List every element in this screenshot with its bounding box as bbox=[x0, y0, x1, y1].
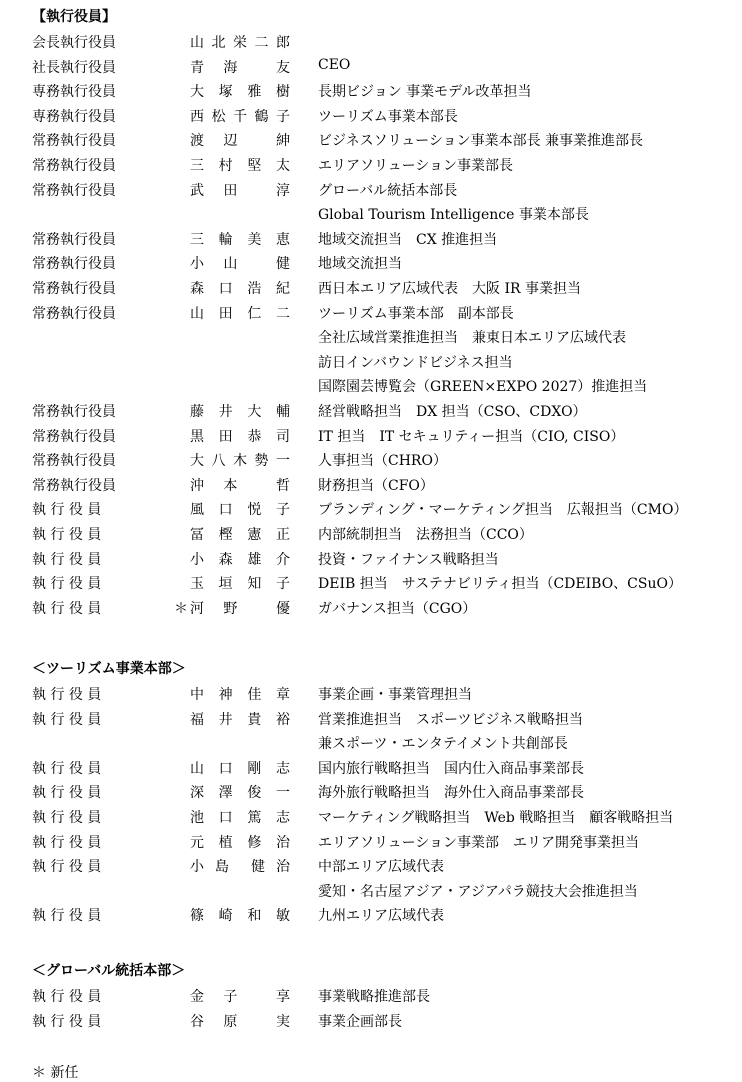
officer-name-char: 二 bbox=[254, 35, 269, 51]
officer-name bbox=[190, 856, 290, 876]
officer-name-char: 裕 bbox=[275, 712, 290, 728]
officer-name-char: 元 bbox=[190, 835, 204, 851]
officer-name bbox=[190, 709, 290, 729]
officer-name-char: 田 bbox=[218, 306, 233, 322]
officer-name-char: 剛 bbox=[247, 761, 262, 777]
officer-title: 執 行 役 員 bbox=[32, 527, 102, 543]
officer-title: 執 行 役 員 bbox=[32, 601, 102, 617]
officer-name-char: 子 bbox=[276, 109, 290, 125]
officer-name-char: 知 bbox=[247, 576, 262, 592]
officer-name-char: 友 bbox=[275, 60, 290, 76]
officer-row bbox=[0, 684, 742, 709]
section-heading: 【執行役員】 bbox=[32, 9, 116, 25]
officer-name-char: 司 bbox=[275, 429, 290, 445]
officer-name-char: 山 bbox=[190, 761, 204, 777]
officer-name-char: 島 bbox=[215, 859, 229, 875]
officer-name bbox=[190, 475, 290, 495]
officer-name-char: 井 bbox=[218, 404, 233, 420]
officer-name-char: 俊 bbox=[247, 785, 262, 801]
officer-name-char: 山 bbox=[190, 306, 204, 322]
officer-name-char: 谷 bbox=[190, 1014, 204, 1030]
officer-name-char: 勢 bbox=[254, 453, 269, 469]
officer-name-char: 恵 bbox=[275, 232, 290, 248]
officer-name-char: 郎 bbox=[276, 35, 290, 51]
officer-name-char: 志 bbox=[275, 810, 290, 826]
officer-name-char: 渡 bbox=[190, 133, 204, 149]
officer-responsibility: 兼スポーツ・エンタテイメント共創部長 bbox=[318, 736, 568, 752]
officer-name-char: 堅 bbox=[247, 158, 262, 174]
officer-row bbox=[0, 450, 742, 475]
officer-row bbox=[0, 549, 742, 574]
officer-name-char: 一 bbox=[275, 785, 290, 801]
officer-name-char: 森 bbox=[190, 281, 204, 297]
officer-row bbox=[0, 832, 742, 857]
officer-name-char: 黒 bbox=[190, 429, 204, 445]
officer-row bbox=[0, 57, 742, 82]
officer-name-char: 本 bbox=[223, 478, 238, 494]
officer-responsibility: 九州エリア広域代表 bbox=[318, 908, 444, 924]
officer-responsibility: 事業企画・事業管理担当 bbox=[318, 687, 472, 703]
officer-name-char: 西 bbox=[190, 109, 204, 125]
officer-name-char: 雄 bbox=[247, 552, 262, 568]
officer-name bbox=[190, 573, 290, 593]
officer-name bbox=[190, 401, 290, 421]
officer-name-char: 子 bbox=[223, 989, 238, 1005]
officer-name-char: 子 bbox=[275, 502, 290, 518]
officer-name-char: 淳 bbox=[275, 183, 290, 199]
officer-name-char: 篤 bbox=[247, 810, 262, 826]
officer-name bbox=[190, 303, 290, 323]
officer-name-char: 一 bbox=[276, 453, 290, 469]
officer-name bbox=[190, 450, 290, 470]
officer-name-char: 介 bbox=[275, 552, 290, 568]
officer-title: 常務執行役員 bbox=[32, 478, 116, 494]
officer-row-continuation bbox=[0, 327, 742, 352]
officer-name-char: 海 bbox=[223, 60, 238, 76]
officer-name-char: 実 bbox=[275, 1014, 290, 1030]
officer-name-char: 藤 bbox=[190, 404, 204, 420]
officer-responsibility: 経営戦略担当 DX 担当（CSO、CDXO） bbox=[318, 404, 587, 420]
officer-title: 常務執行役員 bbox=[32, 306, 116, 322]
officer-title: 執 行 役 員 bbox=[32, 761, 102, 777]
officer-name-char: 正 bbox=[275, 527, 290, 543]
officer-name bbox=[190, 229, 290, 249]
officer-row bbox=[0, 130, 742, 155]
officer-name-char: 哲 bbox=[275, 478, 290, 494]
officer-name-char: 紀 bbox=[275, 281, 290, 297]
officer-name-char: 深 bbox=[190, 785, 204, 801]
officer-title: 執 行 役 員 bbox=[32, 810, 102, 826]
officer-title: 会長執行役員 bbox=[32, 35, 116, 51]
officer-name-char: 塚 bbox=[218, 84, 233, 100]
officer-title: 常務執行役員 bbox=[32, 453, 116, 469]
officer-row-continuation bbox=[0, 376, 742, 401]
officer-name-char: 樫 bbox=[218, 527, 233, 543]
officer-row bbox=[0, 180, 742, 205]
officer-title: 執 行 役 員 bbox=[32, 835, 102, 851]
officer-responsibility: 訪日インバウンドビジネス担当 bbox=[318, 355, 513, 371]
officer-name bbox=[190, 549, 290, 569]
officer-name-char: 山 bbox=[223, 256, 238, 272]
officer-name-char: 輪 bbox=[218, 232, 233, 248]
officer-responsibility: Global Tourism Intelligence 事業本部長 bbox=[318, 207, 589, 223]
officer-row bbox=[0, 499, 742, 524]
officer-responsibility: 内部統制担当 法務担当（CCO） bbox=[318, 527, 533, 543]
officer-name-char: 三 bbox=[190, 232, 204, 248]
officer-responsibility: 全社広域営業推進担当 兼東日本エリア広域代表 bbox=[318, 330, 626, 346]
officer-row bbox=[0, 986, 742, 1011]
officer-responsibility: 人事担当（CHRO） bbox=[318, 453, 447, 469]
officer-name-char: 三 bbox=[190, 158, 204, 174]
officer-name-char: 敏 bbox=[275, 908, 290, 924]
officer-name-char: 神 bbox=[218, 687, 233, 703]
officer-row bbox=[0, 81, 742, 106]
officer-name-char: 玉 bbox=[190, 576, 204, 592]
officer-name bbox=[190, 81, 290, 101]
officer-name-char: 青 bbox=[190, 60, 204, 76]
officer-responsibility: グローバル統括本部長 bbox=[318, 183, 458, 199]
officer-row bbox=[0, 573, 742, 598]
officer-name-char: 福 bbox=[190, 712, 204, 728]
officer-responsibility: ブランディング・マーケティング担当 広報担当（CMO） bbox=[318, 502, 688, 518]
officer-row bbox=[0, 106, 742, 131]
officer-name bbox=[190, 499, 290, 519]
officer-responsibility: 西日本エリア広域代表 大阪 IR 事業担当 bbox=[318, 281, 581, 297]
officer-name-char: 紳 bbox=[275, 133, 290, 149]
officer-responsibility: ツーリズム事業本部 副本部長 bbox=[318, 306, 514, 322]
section-heading: ＜ツーリズム事業本部＞ bbox=[32, 661, 186, 677]
officer-title: 専務執行役員 bbox=[32, 84, 116, 100]
officer-name-char: 章 bbox=[275, 687, 290, 703]
officer-row-continuation bbox=[0, 204, 742, 229]
officer-row bbox=[0, 709, 742, 734]
officer-row bbox=[0, 229, 742, 254]
officer-title: 社長執行役員 bbox=[32, 60, 116, 76]
officer-row bbox=[0, 401, 742, 426]
officer-name-char: 太 bbox=[275, 158, 290, 174]
officer-name-char: 澤 bbox=[218, 785, 233, 801]
officer-name-char: 修 bbox=[247, 835, 262, 851]
officer-name-char: 篠 bbox=[190, 908, 204, 924]
officer-name-char: 小 bbox=[190, 552, 204, 568]
officer-name-char: 金 bbox=[190, 989, 204, 1005]
officer-name bbox=[190, 253, 290, 273]
officer-name-char: 小 bbox=[190, 256, 204, 272]
officer-name bbox=[190, 1011, 290, 1031]
officer-responsibility: ビジネスソリューション事業本部長 兼事業推進部長 bbox=[318, 133, 644, 149]
officer-name-char: 口 bbox=[218, 761, 233, 777]
officer-name-char: 雅 bbox=[247, 84, 262, 100]
officer-name-char: 栄 bbox=[233, 35, 247, 51]
officer-name-char: 池 bbox=[190, 810, 204, 826]
officer-responsibility: 中部エリア広域代表 bbox=[318, 859, 444, 875]
officer-row bbox=[0, 598, 742, 623]
officer-name-char: 健 bbox=[251, 859, 265, 875]
officer-name bbox=[190, 986, 290, 1006]
officer-name-char: 木 bbox=[233, 453, 247, 469]
officer-row bbox=[0, 782, 742, 807]
officer-title: 常務執行役員 bbox=[32, 281, 116, 297]
officer-name-char: 仁 bbox=[247, 306, 262, 322]
officer-row bbox=[0, 32, 742, 57]
officer-name bbox=[190, 684, 290, 704]
officer-row bbox=[0, 303, 742, 328]
officer-responsibility: ガバナンス担当（CGO） bbox=[318, 601, 477, 617]
officer-name bbox=[190, 426, 290, 446]
officer-title: 常務執行役員 bbox=[32, 183, 116, 199]
officer-name-char: 村 bbox=[218, 158, 233, 174]
officer-row bbox=[0, 524, 742, 549]
officer-name-char: 八 bbox=[211, 453, 226, 469]
officer-responsibility: 国際園芸博覧会（GREEN×EXPO 2027）推進担当 bbox=[318, 379, 648, 395]
officer-name-char: 健 bbox=[275, 256, 290, 272]
officer-name-char: 輔 bbox=[275, 404, 290, 420]
officer-name-char: 佳 bbox=[247, 687, 262, 703]
officer-responsibility: IT 担当 IT セキュリティー担当（CIO, CISO） bbox=[318, 429, 625, 445]
officer-name bbox=[190, 807, 290, 827]
officer-responsibility: マーケティング戦略担当 Web 戦略担当 顧客戦略担当 bbox=[318, 810, 674, 826]
officer-name-char: 悦 bbox=[247, 502, 262, 518]
officer-name bbox=[190, 106, 290, 126]
officer-title: 常務執行役員 bbox=[32, 429, 116, 445]
officer-title: 常務執行役員 bbox=[32, 133, 116, 149]
officer-row bbox=[0, 856, 742, 881]
officer-name-char: 辺 bbox=[223, 133, 238, 149]
officer-name-char: 大 bbox=[190, 453, 204, 469]
officer-name-char: 千 bbox=[233, 109, 247, 125]
officer-responsibility: 事業企画部長 bbox=[318, 1014, 402, 1030]
officer-name-char: 口 bbox=[218, 281, 233, 297]
officer-name bbox=[190, 905, 290, 925]
officer-title: 常務執行役員 bbox=[32, 158, 116, 174]
officer-responsibility: 投資・ファイナンス戦略担当 bbox=[318, 552, 499, 568]
officer-name-char: 河 bbox=[190, 601, 204, 617]
officer-title: 執 行 役 員 bbox=[32, 859, 102, 875]
officer-name-char: 大 bbox=[190, 84, 204, 100]
officer-name-char: 治 bbox=[276, 859, 290, 875]
officer-title: 執 行 役 員 bbox=[32, 989, 102, 1005]
officer-name-char: 恭 bbox=[247, 429, 262, 445]
officer-name bbox=[190, 180, 290, 200]
officer-name-char: 優 bbox=[275, 601, 290, 617]
officer-row bbox=[0, 278, 742, 303]
officer-row bbox=[0, 807, 742, 832]
officer-name-char: 志 bbox=[275, 761, 290, 777]
officer-row bbox=[0, 253, 742, 278]
officer-name-char: 植 bbox=[218, 835, 233, 851]
officer-responsibility: CEO bbox=[318, 57, 351, 73]
officer-name-char: 樹 bbox=[275, 84, 290, 100]
officer-responsibility: DEIB 担当 サステナビリティ担当（CDEIBO、CSuO） bbox=[318, 576, 682, 592]
officer-responsibility: エリアソリューション事業部長 bbox=[318, 158, 514, 174]
officer-row-continuation bbox=[0, 733, 742, 758]
officer-name-char: 浩 bbox=[247, 281, 262, 297]
officer-name-char: 原 bbox=[223, 1014, 238, 1030]
officer-responsibility: 海外旅行戦略担当 海外仕入商品事業部長 bbox=[318, 785, 584, 801]
officer-name-char: 和 bbox=[247, 908, 262, 924]
officer-name bbox=[190, 782, 290, 802]
officer-name bbox=[190, 832, 290, 852]
officer-name-char: 鶴 bbox=[254, 109, 269, 125]
officer-title: 執 行 役 員 bbox=[32, 502, 102, 518]
officer-name bbox=[190, 758, 290, 778]
officer-name bbox=[190, 278, 290, 298]
officer-name-char: 垣 bbox=[218, 576, 233, 592]
officer-name-char: 小 bbox=[190, 859, 204, 875]
officer-row bbox=[0, 758, 742, 783]
officer-name bbox=[190, 155, 290, 175]
officer-name-char: 森 bbox=[218, 552, 233, 568]
officer-title: 常務執行役員 bbox=[32, 256, 116, 272]
footnote-new-appointment: ＊ 新任 bbox=[32, 1065, 79, 1081]
officer-name bbox=[190, 598, 290, 618]
officer-name bbox=[190, 524, 290, 544]
officer-name-char: 二 bbox=[275, 306, 290, 322]
officer-row-continuation bbox=[0, 352, 742, 377]
officer-name-char: 沖 bbox=[190, 478, 204, 494]
officer-name-char: 風 bbox=[190, 502, 204, 518]
officer-responsibility: エリアソリューション事業部 エリア開発事業担当 bbox=[318, 835, 640, 851]
new-appointment-mark: ＊ bbox=[174, 601, 188, 617]
officer-name-char: 松 bbox=[211, 109, 226, 125]
officer-responsibility: 地域交流担当 CX 推進担当 bbox=[318, 232, 498, 248]
officer-title: 執 行 役 員 bbox=[32, 552, 102, 568]
officer-title: 執 行 役 員 bbox=[32, 908, 102, 924]
officer-name bbox=[190, 130, 290, 150]
officer-responsibility: 地域交流担当 bbox=[318, 256, 402, 272]
officer-name-char: 崎 bbox=[218, 908, 233, 924]
officer-responsibility: 営業推進担当 スポーツビジネス戦略担当 bbox=[318, 712, 584, 728]
officer-name-char: 美 bbox=[247, 232, 262, 248]
officer-name-char: 治 bbox=[275, 835, 290, 851]
officer-title: 執 行 役 員 bbox=[32, 785, 102, 801]
officer-name-char: 中 bbox=[190, 687, 204, 703]
officer-name-char: 子 bbox=[275, 576, 290, 592]
officer-name-char: 貴 bbox=[247, 712, 262, 728]
officer-name-char: 武 bbox=[190, 183, 204, 199]
officer-name-char: 口 bbox=[218, 810, 233, 826]
officer-title: 執 行 役 員 bbox=[32, 576, 102, 592]
officer-row bbox=[0, 475, 742, 500]
officer-name-char: 口 bbox=[218, 502, 233, 518]
officer-name-char: 田 bbox=[218, 429, 233, 445]
officer-responsibility: 事業戦略推進部長 bbox=[318, 989, 430, 1005]
officer-name-char: 享 bbox=[275, 989, 290, 1005]
officer-responsibility: 長期ビジョン 事業モデル改革担当 bbox=[318, 84, 532, 100]
officer-responsibility: ツーリズム事業本部長 bbox=[318, 109, 458, 125]
officer-name-char: 北 bbox=[211, 35, 226, 51]
officer-row bbox=[0, 155, 742, 180]
officer-name-char: 大 bbox=[247, 404, 262, 420]
officer-name-char: 山 bbox=[190, 35, 204, 51]
officer-title: 常務執行役員 bbox=[32, 404, 116, 420]
officer-row bbox=[0, 1011, 742, 1036]
officer-name-char: 冨 bbox=[190, 527, 204, 543]
officer-responsibility: 愛知・名古屋アジア・アジアパラ競技大会推進担当 bbox=[318, 884, 638, 900]
officer-row bbox=[0, 905, 742, 930]
officer-responsibility: 財務担当（CFO） bbox=[318, 478, 434, 494]
officer-title: 常務執行役員 bbox=[32, 232, 116, 248]
officer-name-char: 井 bbox=[218, 712, 233, 728]
officer-title: 執 行 役 員 bbox=[32, 712, 102, 728]
officer-name-char: 憲 bbox=[247, 527, 262, 543]
officer-title: 執 行 役 員 bbox=[32, 1014, 102, 1030]
officer-name-char: 野 bbox=[223, 601, 238, 617]
officer-name bbox=[190, 32, 290, 52]
section-heading: ＜グローバル統括本部＞ bbox=[32, 963, 186, 979]
officer-responsibility: 国内旅行戦略担当 国内仕入商品事業部長 bbox=[318, 761, 584, 777]
officer-row bbox=[0, 426, 742, 451]
officer-title: 専務執行役員 bbox=[32, 109, 116, 125]
officer-name-char: 田 bbox=[223, 183, 238, 199]
officer-name bbox=[190, 57, 290, 77]
officer-title: 執 行 役 員 bbox=[32, 687, 102, 703]
officer-row-continuation bbox=[0, 881, 742, 906]
